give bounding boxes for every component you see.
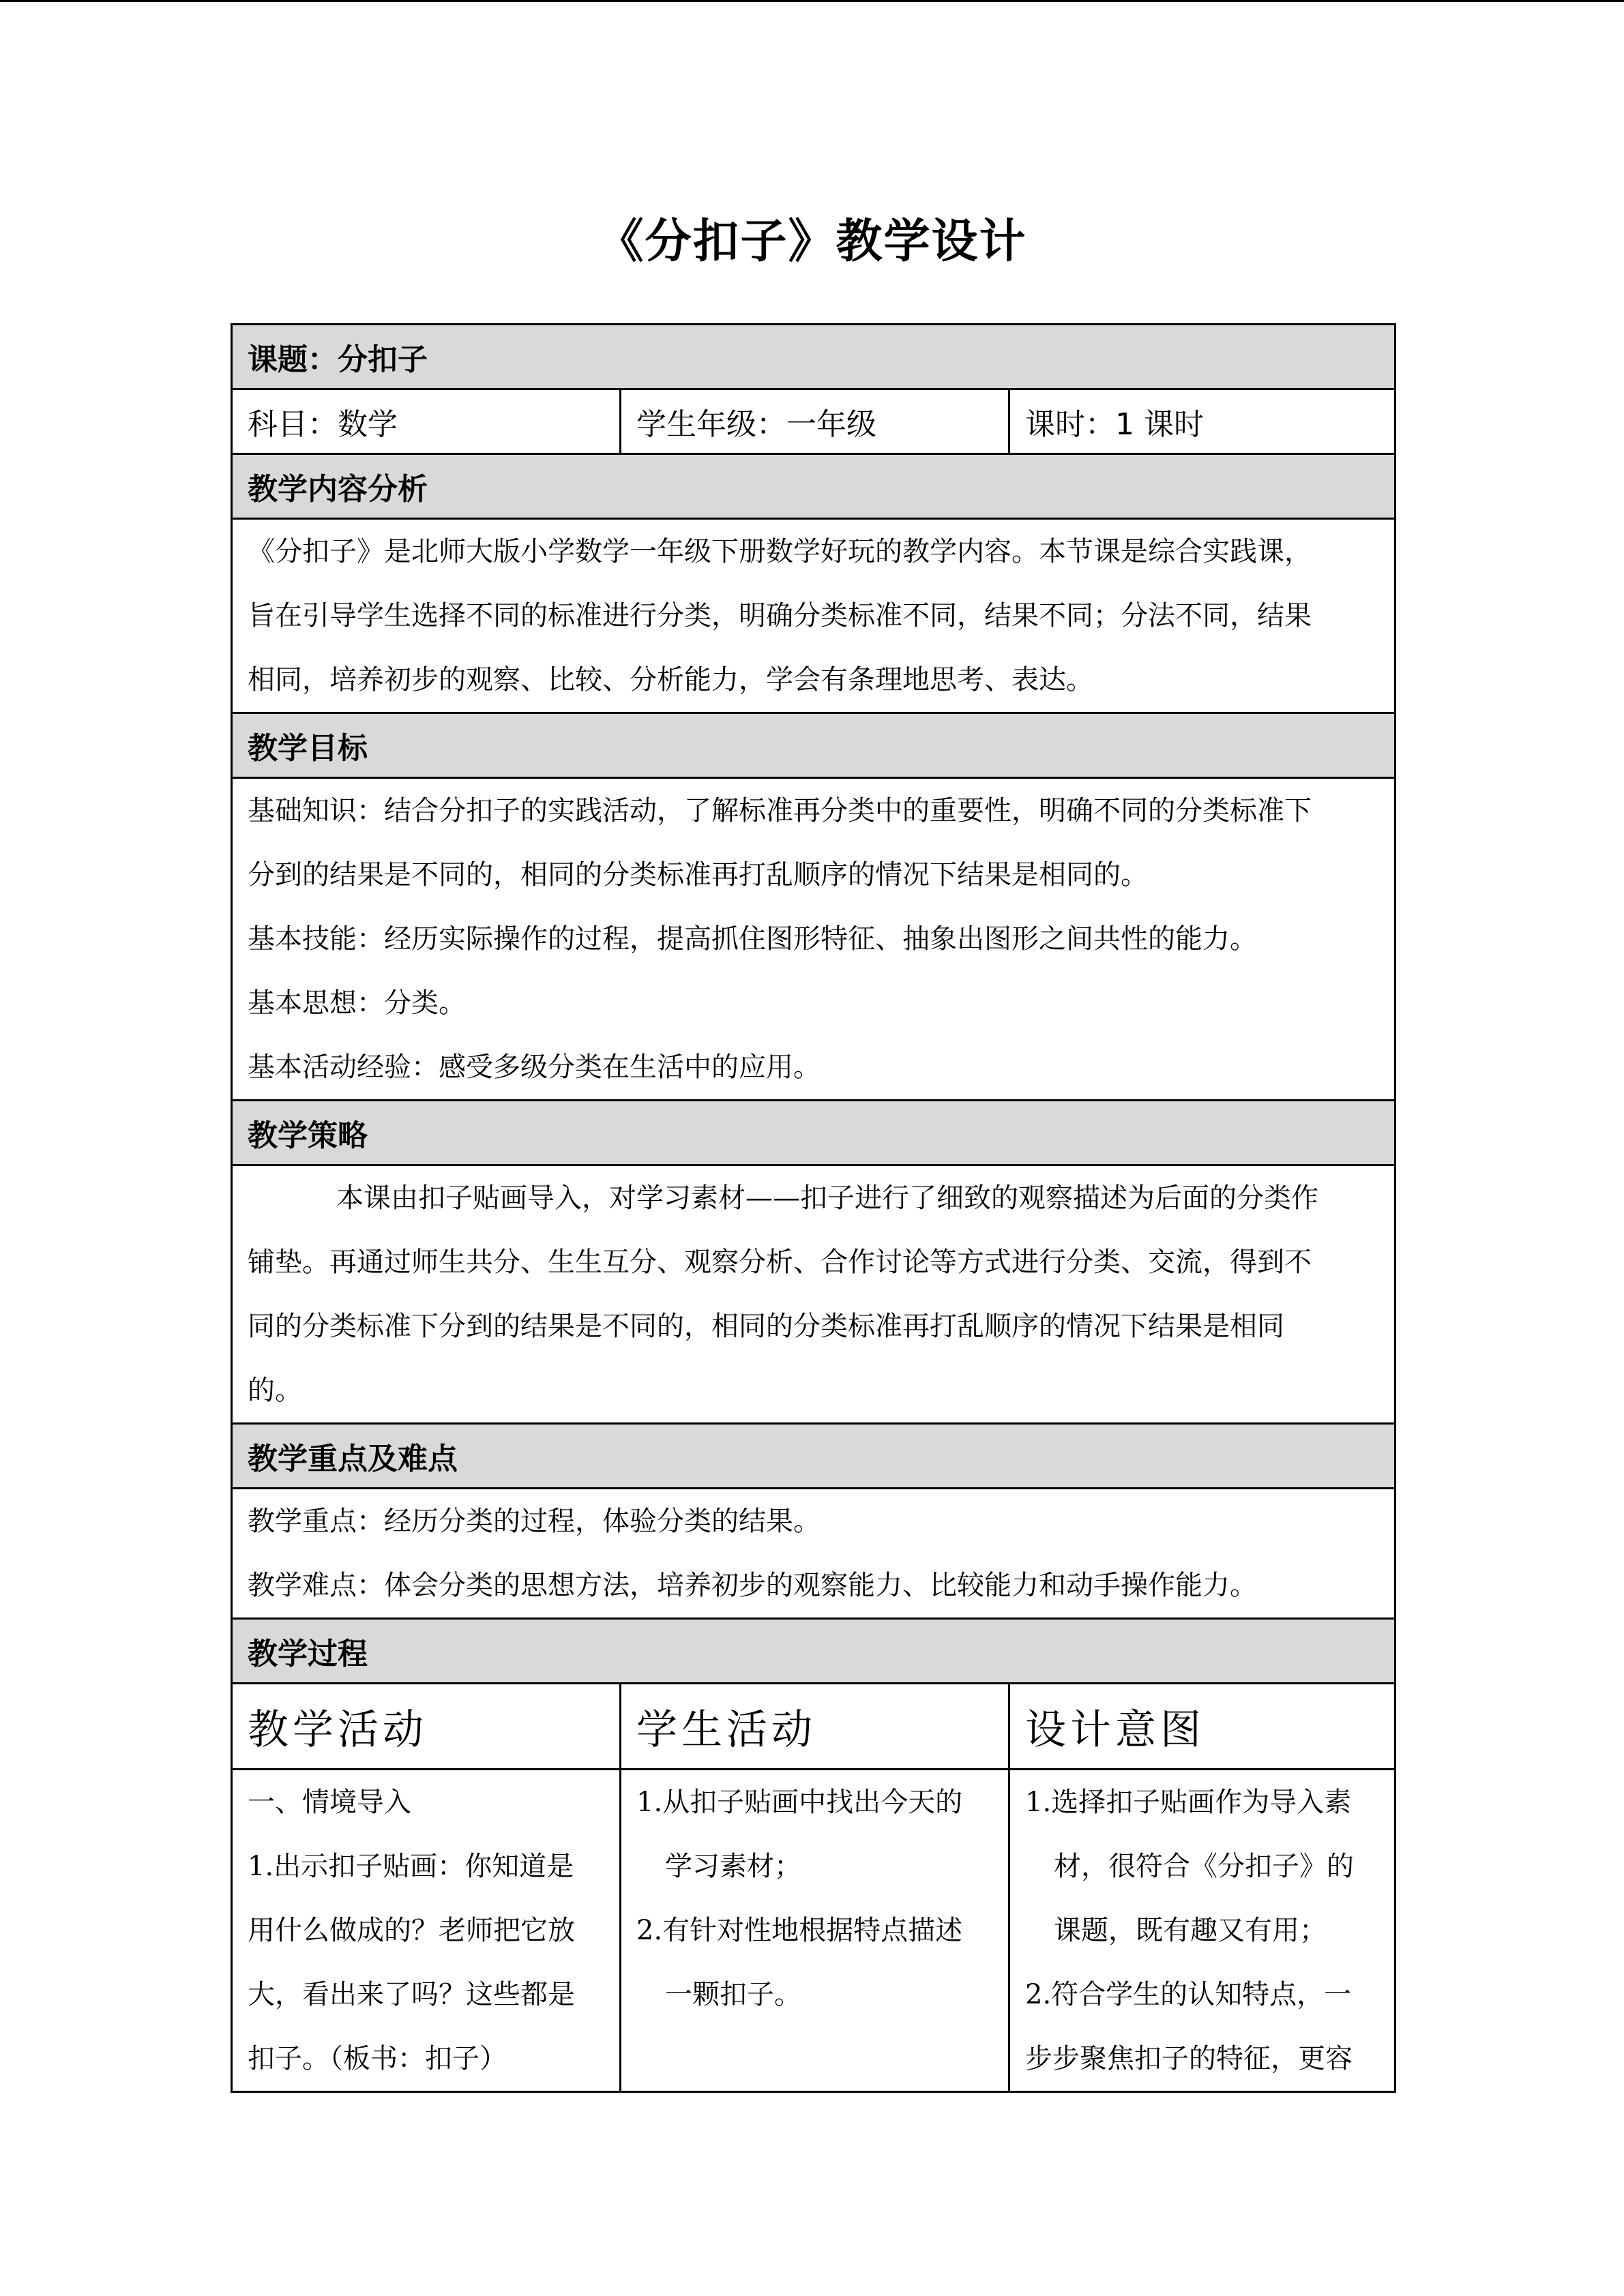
content-analysis-heading: 教学内容分析: [232, 454, 1396, 519]
content-analysis-line: 旨在引导学生选择不同的标准进行分类，明确分类标准不同，结果不同；分法不同，结果: [248, 600, 1312, 631]
student-activity-line: 2.有针对性地根据特点描述: [636, 1915, 963, 1946]
hours-cell: 课时：1 课时: [1009, 389, 1396, 454]
design-intent-header: 设计意图: [1009, 1684, 1396, 1770]
student-activity-line: 1.从扣子贴画中找出今天的: [636, 1787, 963, 1818]
design-intent-line: 2.符合学生的认知特点，一: [1025, 1979, 1352, 2010]
teacher-activity-header: 教学活动: [232, 1684, 621, 1770]
objectives-line: 基本技能：经历实际操作的过程，提高抓住图形特征、抽象出图形之间共性的能力。: [248, 923, 1257, 955]
strategy-line: 同的分类标准下分到的结果是不同的，相同的分类标准再打乱顺序的情况下结果是相同: [248, 1311, 1284, 1342]
content-analysis-line: 《分扣子》是北师大版小学数学一年级下册数学好玩的教学内容。本节课是综合实践课，: [248, 536, 1312, 567]
student-activity-line: 一颗扣子。: [665, 1979, 801, 2010]
content-analysis-body: [232, 519, 1396, 713]
teacher-activity-line: 1.出示扣子贴画：你知道是: [248, 1851, 574, 1882]
topic-value: 分扣子: [338, 342, 428, 377]
process-heading: 教学过程: [232, 1619, 1396, 1684]
student-activity-cell: [621, 1770, 1009, 2092]
design-intent-line: 1.选择扣子贴画作为导入素: [1025, 1787, 1352, 1818]
teacher-activity-line: 一、情境导入: [248, 1787, 411, 1818]
objectives-line: 基本思想：分类。: [248, 987, 466, 1019]
key-points-heading: 教学重点及难点: [232, 1424, 1396, 1489]
student-activity-header: 学生活动: [621, 1684, 1009, 1770]
objectives-line: 基础知识：结合分扣子的实践活动，了解标准再分类中的重要性，明确不同的分类标准下: [248, 795, 1312, 826]
topic-label: 课题：: [248, 342, 338, 377]
key-points-body: [232, 1489, 1396, 1619]
lesson-plan-table: [231, 323, 1396, 2093]
design-intent-line: 步步聚焦扣子的特征，更容: [1025, 2043, 1353, 2074]
teacher-activity-line: 大，看出来了吗？这些都是: [248, 1979, 575, 2010]
objectives-heading: 教学目标: [232, 713, 1396, 778]
document-title: 《分扣子》教学设计: [597, 215, 1027, 269]
key-points-line: 教学难点：体会分类的思想方法，培养初步的观察能力、比较能力和动手操作能力。: [248, 1570, 1257, 1601]
design-intent-line: 课题，既有趣又有用；: [1054, 1915, 1327, 1946]
strategy-line: 铺垫。再通过师生共分、生生互分、观察分析、合作讨论等方式进行分类、交流，得到不: [248, 1247, 1312, 1278]
topic-row: [232, 325, 1396, 389]
student-activity-line: 学习素材；: [665, 1851, 801, 1882]
teacher-activity-line: 扣子。（板书：扣子）: [248, 2043, 507, 2074]
objectives-line: 分到的结果是不同的，相同的分类标准再打乱顺序的情况下结果是相同的。: [248, 859, 1148, 891]
strategy-heading: 教学策略: [232, 1101, 1396, 1165]
strategy-line: 本课由扣子贴画导入，对学习素材——扣子进行了细致的观察描述为后面的分类作: [336, 1182, 1318, 1214]
teacher-activity-line: 用什么做成的？老师把它放: [248, 1915, 575, 1946]
strategy-line: 的。: [248, 1375, 302, 1406]
key-points-line: 教学重点：经历分类的过程，体验分类的结果。: [248, 1506, 821, 1537]
content-analysis-line: 相同，培养初步的观察、比较、分析能力，学会有条理地思考、表达。: [248, 664, 1093, 696]
grade-cell: 学生年级：一年级: [621, 389, 1009, 454]
teacher-activity-cell: [232, 1770, 621, 2092]
objectives-body: [232, 778, 1396, 1101]
objectives-line: 基本活动经验：感受多级分类在生活中的应用。: [248, 1052, 821, 1083]
subject-cell: 科目：数学: [232, 389, 621, 454]
strategy-body: [232, 1165, 1396, 1424]
design-intent-cell: [1009, 1770, 1396, 2092]
design-intent-line: 材，很符合《分扣子》的: [1054, 1851, 1354, 1882]
page-top-border: [0, 0, 1624, 2]
